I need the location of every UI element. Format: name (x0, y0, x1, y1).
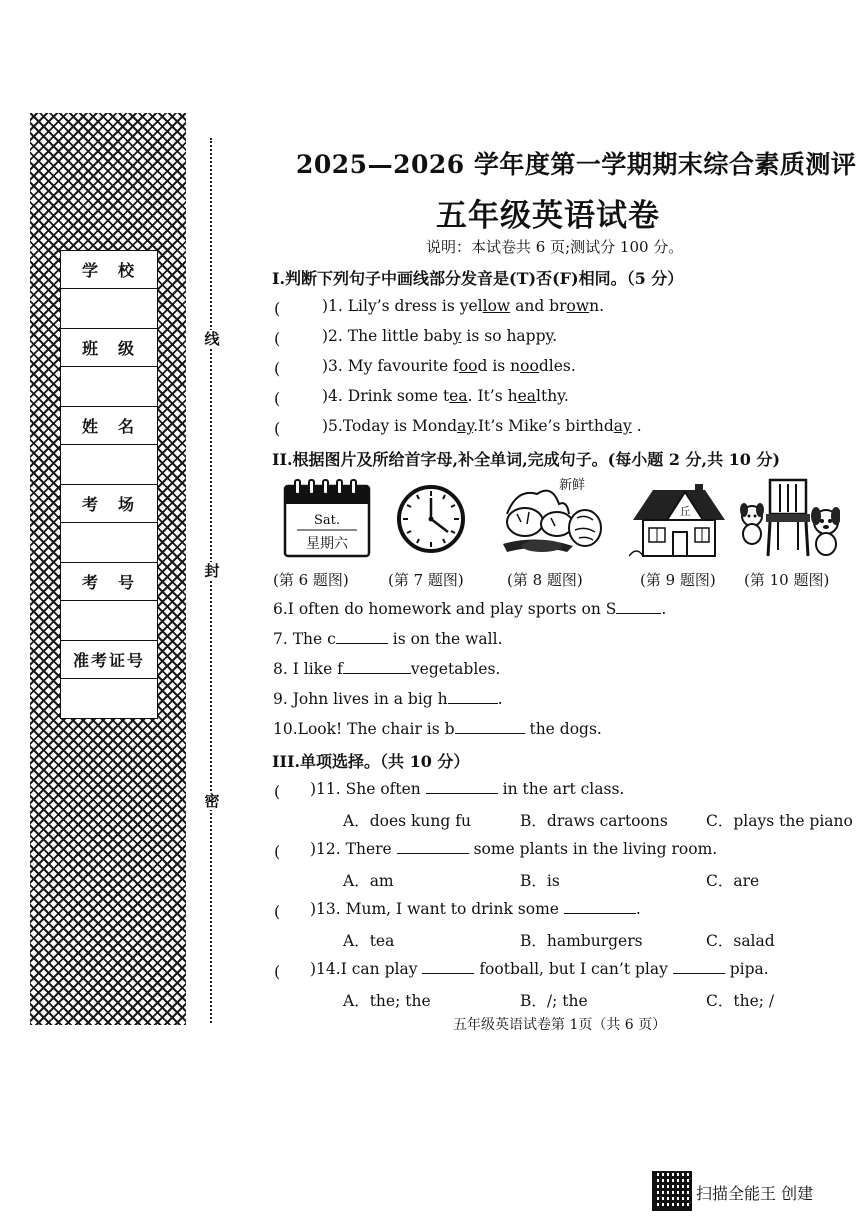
calendar-picture (283, 478, 371, 558)
option-a[interactable]: A．does kung fu (343, 812, 471, 830)
calendar-day-cn: 星期六 (306, 536, 348, 552)
option-c[interactable]: C．salad (706, 932, 775, 950)
question-2: )2. The little baby is so happy. (322, 327, 558, 345)
section1-heading: I.判断下列句子中画线部分发音是(T)否(F)相同。（5 分） (272, 269, 684, 288)
caption-picture-8: (第 8 题图) (507, 571, 583, 589)
calendar-day-en: Sat. (313, 513, 341, 528)
field-room-input[interactable] (61, 523, 157, 563)
answer-blank[interactable] (426, 779, 498, 794)
question-10: 10.Look! The chair is b the dogs. (273, 720, 602, 738)
answer-paren[interactable]: ( (274, 359, 329, 378)
question-4: )4. Drink some tea. It’s healthy. (322, 387, 569, 405)
exam-subtitle: 五年级英语试卷 (436, 198, 660, 234)
fresh-label: 新鲜 (559, 478, 586, 493)
house-picture (629, 482, 729, 558)
answer-paren[interactable]: ( (274, 782, 313, 801)
seal-dotted-line (210, 138, 212, 1023)
seal-char-secret: 密 (204, 792, 220, 810)
question-7: 7. The c is on the wall. (273, 630, 503, 648)
field-class-input[interactable] (61, 367, 157, 407)
field-name-input[interactable] (61, 445, 157, 485)
exam-note: 说明：本试卷共 6 页;测试分 100 分。 (426, 238, 684, 256)
option-b[interactable]: B．draws cartoons (520, 812, 668, 830)
seal-char-line: 线 (204, 330, 220, 348)
field-name-label: 姓 名 (61, 407, 157, 445)
question-6: 6.I often do homework and play sports on S . (273, 600, 667, 618)
option-c[interactable]: C．plays the piano (706, 812, 853, 830)
answer-blank[interactable] (673, 959, 725, 974)
field-seat-input[interactable] (61, 601, 157, 641)
option-b[interactable]: B．is (520, 872, 560, 890)
question-13: )13. Mum, I want to drink some . (310, 900, 641, 918)
option-b[interactable]: B．/; the (520, 992, 588, 1010)
section2-heading: II.根据图片及所给首字母,补全单词,完成句子。(每小题 2 分,共 10 分) (272, 450, 781, 469)
option-a[interactable]: A．tea (343, 932, 395, 950)
field-school-input[interactable] (61, 289, 157, 329)
question-8: 8. I like f vegetables. (273, 660, 501, 678)
answer-paren[interactable]: ( (274, 329, 329, 348)
field-admission-input[interactable] (61, 679, 157, 718)
clock-picture (396, 484, 466, 554)
answer-paren[interactable]: ( (274, 389, 329, 408)
caption-picture-9: (第 9 题图) (640, 571, 716, 589)
qr-code-icon (652, 1171, 692, 1211)
student-info-table (60, 250, 158, 719)
option-c[interactable]: C．the; / (706, 992, 775, 1010)
caption-picture-7: (第 7 题图) (388, 571, 464, 589)
question-3: )3. My favourite food is noodles. (322, 357, 576, 375)
field-seat-label: 考 号 (61, 563, 157, 601)
answer-blank[interactable] (343, 659, 411, 674)
answer-blank[interactable] (616, 599, 661, 614)
answer-blank[interactable] (448, 689, 498, 704)
house-sign: 丘 (679, 505, 691, 518)
question-12: )12. There some plants in the living room. (310, 840, 718, 858)
answer-paren[interactable]: ( (274, 299, 329, 318)
answer-paren[interactable]: ( (274, 902, 313, 921)
field-class-label: 班 级 (61, 329, 157, 367)
option-b[interactable]: B．hamburgers (520, 932, 643, 950)
option-c[interactable]: C．are (706, 872, 760, 890)
scanner-watermark: 扫描全能王 创建 (696, 1184, 814, 1203)
answer-paren[interactable]: ( (274, 842, 313, 861)
exam-title: 2025—2026 学年度第一学期期末综合素质测评 (296, 150, 857, 179)
option-a[interactable]: A．the; the (343, 992, 431, 1010)
answer-paren[interactable]: ( (274, 962, 313, 981)
question-5: )5.Today is Monday.It’s Mike’s birthday . (322, 417, 642, 435)
question-9: 9. John lives in a big h . (273, 690, 503, 708)
caption-picture-10: (第 10 题图) (744, 571, 830, 589)
option-a[interactable]: A．am (343, 872, 394, 890)
section3-heading: III.单项选择。（共 10 分） (272, 752, 470, 771)
answer-paren[interactable]: ( (274, 419, 329, 438)
answer-blank[interactable] (564, 899, 636, 914)
field-room-label: 考 场 (61, 485, 157, 523)
answer-blank[interactable] (455, 719, 525, 734)
vegetables-picture (497, 474, 607, 558)
chair-dogs-picture (740, 476, 840, 558)
answer-blank[interactable] (422, 959, 474, 974)
field-admission-label: 准考证号 (61, 641, 157, 679)
caption-picture-6: (第 6 题图) (273, 571, 349, 589)
answer-blank[interactable] (336, 629, 388, 644)
field-school-label: 学 校 (61, 251, 157, 289)
page-footer: 五年级英语试卷第 1页（共 6 页） (453, 1017, 667, 1033)
question-14: )14.I can play football, but I can’t play pipa. (310, 960, 769, 978)
question-11: )11. She often in the art class. (310, 780, 625, 798)
seal-char-seal: 封 (204, 562, 220, 580)
answer-blank[interactable] (397, 839, 469, 854)
question-1: )1. Lily’s dress is yellow and brown. (322, 297, 605, 315)
